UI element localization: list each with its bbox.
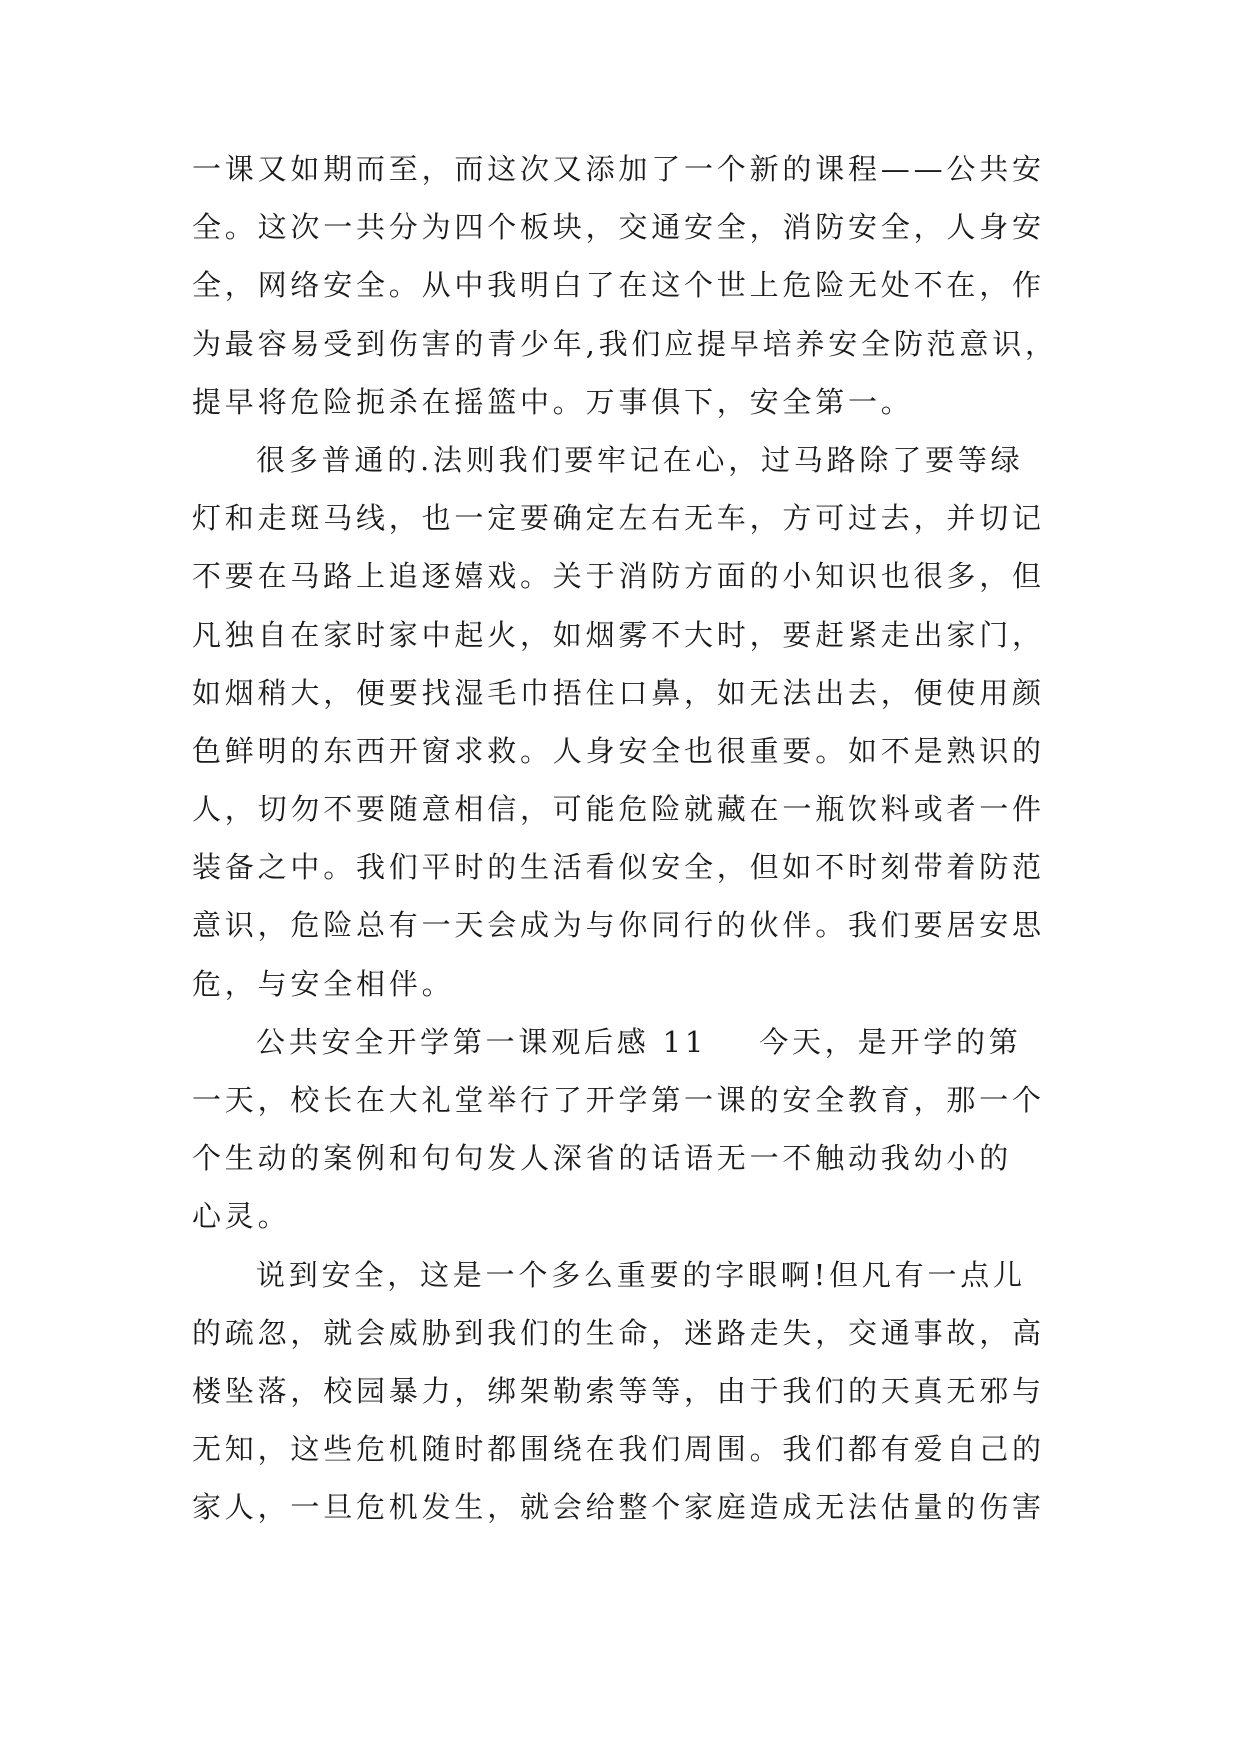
text-line: 凡独自在家时家中起火，如烟雾不大时，要赶紧走出家门， xyxy=(192,617,1045,652)
text-line: 全。这次一共分为四个板块，交通安全，消防安全，人身安 xyxy=(192,210,1045,245)
text-line: 提早将危险扼杀在摇篮中。万事俱下，安全第一。 xyxy=(192,384,914,419)
text-line: 心灵。 xyxy=(192,1199,291,1234)
text-line: 的疏忽，就会威胁到我们的生命，迷路走失，交通事故，高 xyxy=(192,1315,1045,1350)
text-line: 如烟稍大，便要找湿毛巾捂住口鼻，如无法出去，便使用颜 xyxy=(192,675,1045,710)
paragraph-start-line: 公共安全开学第一课观后感 11 今天，是开学的第 xyxy=(256,1024,1022,1059)
text-line: 灯和走斑马线，也一定要确定左右无车，方可过去，并切记 xyxy=(192,501,1045,536)
text-line: 个生动的案例和句句发人深省的话语无一不触动我幼小的 xyxy=(192,1141,1013,1176)
paragraph-start-line: 说到安全，这是一个多么重要的字眼啊!但凡有一点儿 xyxy=(256,1257,1026,1292)
text-line: 一天，校长在大礼堂举行了开学第一课的安全教育，那一个 xyxy=(192,1083,1045,1117)
text-line: 家人，一旦危机发生，就会给整个家庭造成无法估量的伤害 xyxy=(192,1490,1045,1525)
text-line: 人，切勿不要随意相信，可能危险就藏在一瓶饮料或者一件 xyxy=(192,792,1045,827)
document-body xyxy=(192,140,1058,1537)
text-line: 无知，这些危机随时都围绕在我们周围。我们都有爱自己的 xyxy=(192,1432,1045,1467)
text-line: 全，网络安全。从中我明白了在这个世上危险无处不在，作 xyxy=(192,268,1045,303)
text-line: 不要在马路上追逐嬉戏。关于消防方面的小知识也很多，但 xyxy=(192,559,1045,594)
text-line: 危，与安全相伴。 xyxy=(192,966,455,1001)
text-line: 为最容易受到伤害的青少年,我们应提早培养安全防范意识， xyxy=(192,326,1058,361)
text-line: 楼坠落，校园暴力，绑架勒索等等，由于我们的天真无邪与 xyxy=(192,1373,1045,1408)
text-line: 装备之中。我们平时的生活看似安全，但如不时刻带着防范 xyxy=(192,850,1045,885)
text-line: 意识，危险总有一天会成为与你同行的伙伴。我们要居安思 xyxy=(192,908,1045,943)
paragraph-start-line: 很多普通的.法则我们要牢记在心，过马路除了要等绿 xyxy=(256,442,1024,477)
text-line: 一课又如期而至，而这次又添加了一个新的课程——公共安 xyxy=(192,152,1045,186)
text-line: 色鲜明的东西开窗求救。人身安全也很重要。如不是熟识的 xyxy=(192,733,1045,768)
